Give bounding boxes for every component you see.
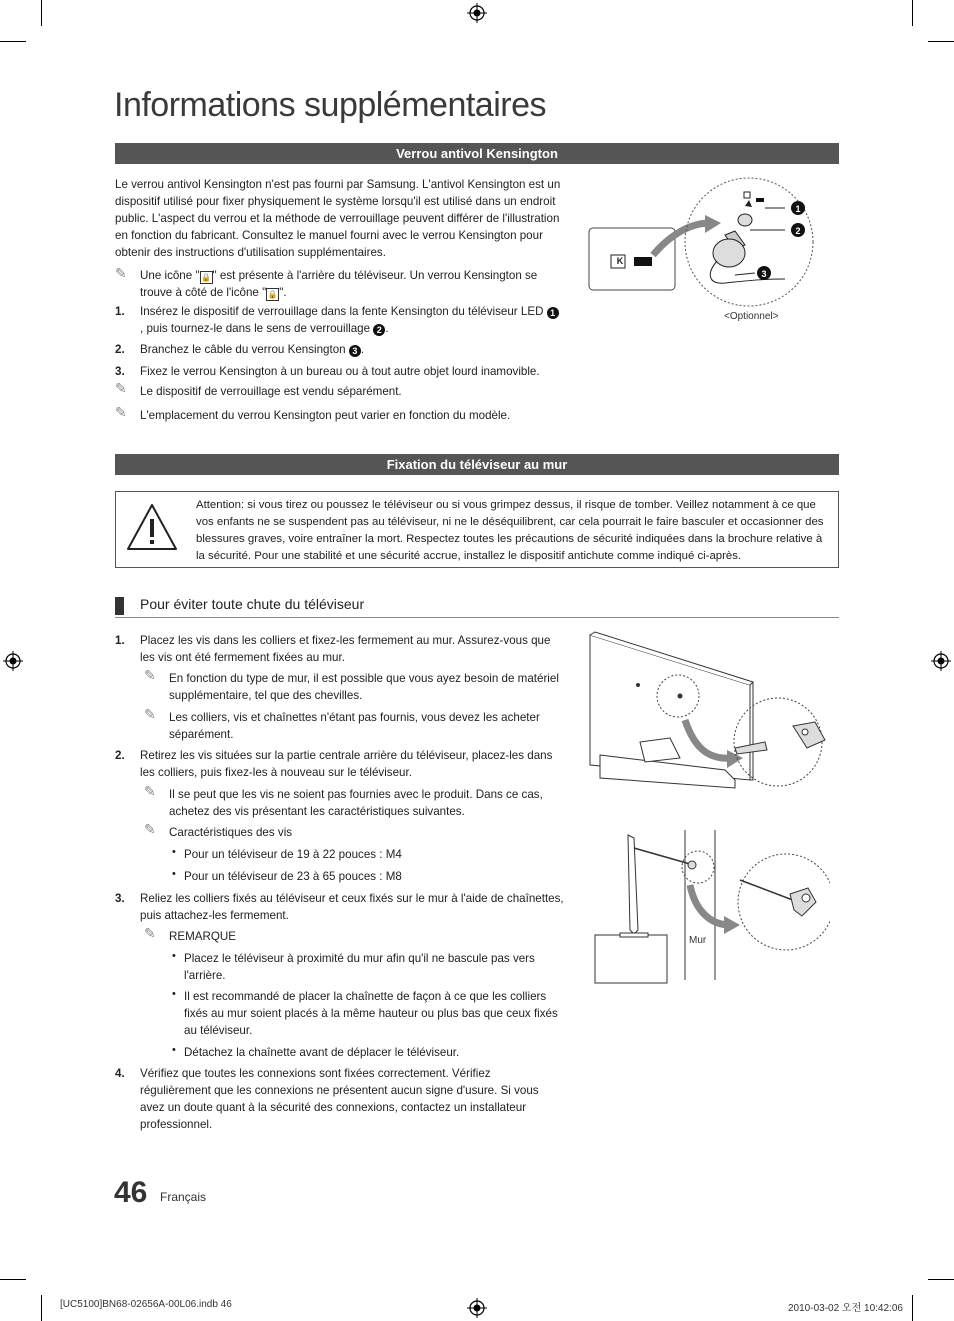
remarque-bullet-1: Placez le téléviseur à proximité du mur afin qu'il ne bascule pas vers l'arrière. <box>184 952 535 982</box>
pencil-note-icon: ✎ <box>144 706 156 722</box>
kensington-step-1: Insérez le dispositif de verrouillage dans la fente Kensington du téléviseur LED 1, puis tournez-le dans le sens de verrouillage 2 . <box>140 303 560 337</box>
step-number: 4. <box>115 1067 125 1080</box>
step-number: 3. <box>115 365 125 378</box>
kensington-icon-note: Une icône " 🔒 " est présente à l'arrière du téléviseur. Un verrou Kensington se trouve à côté de l'icône " 🔒 ". <box>140 269 538 299</box>
crop-mark <box>41 1295 42 1321</box>
section-heading-kensington: Verrou antivol Kensington <box>115 143 839 164</box>
kensington-intro: Le verrou antivol Kensington n'est pas fourni par Samsung. L'antivol Kensington est un dispositif utilisé pour fixer physiquement le système lorsqu'il est utilisé dans un endroit public. L'aspect du verrou et la méthode de verrouillage peuvent différer de l'illustration en fonction du fabricant. Consultez le manuel fourni avec le verrou Kensington pour obtenir des instructions d'utilisation supplémentaires. <box>115 178 561 259</box>
registration-mark-icon <box>931 651 951 671</box>
pencil-note-icon: ✎ <box>115 404 127 420</box>
pencil-note-icon: ✎ <box>144 667 156 683</box>
crop-mark <box>928 1279 954 1280</box>
registration-mark-icon <box>467 1298 487 1318</box>
wall-step-4: Vérifiez que toutes les connexions sont fixées correctement. Vérifiez régulièrement que les connexions ne présentent aucun signe d'usure. Si vous avez un doute quant à la sécurité des connexions, contactez un installateur professionnel. <box>140 1067 539 1131</box>
bullet-icon: • <box>172 868 176 880</box>
bullet-icon: • <box>172 950 176 962</box>
diagram-caption: <Optionnel> <box>724 311 779 322</box>
page-number: 46 <box>114 1176 148 1209</box>
wall-step-1-note-2: Les colliers, vis et chaînettes n'étant pas fournis, vous devez les acheter séparément. <box>169 711 540 741</box>
pencil-note-icon: ✎ <box>144 783 156 799</box>
crop-mark <box>0 1279 26 1280</box>
subheading-marker <box>115 597 124 615</box>
step-number: 1. <box>115 634 125 647</box>
kensington-step-2: Branchez le câble du verrou Kensington 3 . <box>140 343 365 356</box>
warning-triangle-icon <box>125 502 179 552</box>
warning-text: Attention: si vous tirez ou poussez le téléviseur ou si vous grimpez dessus, il risque de tomber. Veillez notamment à ce que vos enfants ne se suspendent pas au téléviseur, ni ne le déséquilibrent, car cela pourrait le faire basculer et occasionner des blessures graves, voire entraîner la mort. Respectez toutes les précautions de sécurité indiquées dans la brochure relative à la sécurité. Pour une stabilité et une sécurité accrue, installez le dispositif antichute comme indiqué ci-après. <box>196 499 824 562</box>
kensington-k-label: K <box>616 256 624 266</box>
bullet-icon: • <box>172 1044 176 1056</box>
wall-step-3: Reliez les colliers fixés au téléviseur et ceux fixés sur le mur à l'aide de chaînettes, puis attachez-les fermement. <box>140 892 564 922</box>
bullet-icon: • <box>172 988 176 1000</box>
page-title: Informations supplémentaires <box>114 86 547 124</box>
circle-number: 1 <box>795 204 801 214</box>
kensington-step-3: Fixez le verrou Kensington à un bureau ou à tout autre objet lourd inamovible. <box>140 365 540 378</box>
step-number: 3. <box>115 892 125 905</box>
remarque-label: REMARQUE <box>169 930 236 943</box>
subheading-anti-tip: Pour éviter toute chute du téléviseur <box>140 596 365 612</box>
wall-step-1: Placez les vis dans les colliers et fixez-les fermement au mur. Assurez-vous que les vis ont été fermement fixées au mur. <box>140 634 551 664</box>
screw-spec-m8: Pour un téléviseur de 23 à 65 pouces : M8 <box>184 870 402 883</box>
circle-number: 2 <box>795 226 801 236</box>
language-label: Français <box>160 1190 207 1204</box>
print-timestamp: 2010-03-02 오전 10:42:06 <box>788 1303 903 1314</box>
crop-mark <box>0 41 26 42</box>
step-number: 2. <box>115 749 125 762</box>
crop-mark <box>928 41 954 42</box>
wall-step-2-note-1: Il se peut que les vis ne soient pas fournies avec le produit. Dans ce cas, achetez des vis présentant les caractéristiques suivantes. <box>169 788 543 818</box>
registration-mark-icon <box>3 651 23 671</box>
crop-mark <box>912 1295 913 1321</box>
remarque-bullet-3: Détachez la chaînette avant de déplacer le téléviseur. <box>184 1046 460 1059</box>
kensington-icon: 🔒 <box>267 290 278 299</box>
crop-mark <box>912 0 913 26</box>
wall-step-2-note-2: Caractéristiques des vis <box>169 826 293 839</box>
pencil-note-icon: ✎ <box>144 821 156 837</box>
file-info: [UC5100]BN68-02656A-00L06.indb 46 <box>60 1299 232 1310</box>
kensington-note-location: L'emplacement du verrou Kensington peut varier en fonction du modèle. <box>140 409 511 422</box>
divider <box>115 617 839 618</box>
section-heading-wall-mount: Fixation du téléviseur au mur <box>115 454 839 475</box>
wall-step-2: Retirez les vis situées sur la partie centrale arrière du téléviseur, placez-les dans les colliers, puis fixez-les à nouveau sur le téléviseur. <box>140 749 553 779</box>
wall-label: Mur <box>689 935 707 946</box>
circle-number: 3 <box>761 269 767 279</box>
circle-number: 3 <box>349 345 361 357</box>
remarque-bullet-2: Il est recommandé de placer la chaînette de façon à ce que les colliers fixés au mur soient placés à la même hauteur ou plus bas que ceux fixés au téléviseur. <box>184 990 558 1037</box>
bullet-icon: • <box>172 846 176 858</box>
kensington-icon: 🔒 <box>201 273 212 282</box>
registration-mark-icon <box>467 3 487 23</box>
tv-back-bracket-diagram <box>585 630 835 805</box>
pencil-note-icon: ✎ <box>115 265 127 281</box>
crop-mark <box>41 0 42 26</box>
circle-number: 1 <box>547 307 559 319</box>
pencil-note-icon: ✎ <box>144 925 156 941</box>
pencil-note-icon: ✎ <box>115 380 127 396</box>
step-number: 2. <box>115 343 125 356</box>
step-number: 1. <box>115 305 125 318</box>
kensington-note-sold-separately: Le dispositif de verrouillage est vendu séparément. <box>140 385 402 398</box>
circle-number: 2 <box>373 324 385 336</box>
wall-chain-diagram <box>590 830 830 985</box>
wall-step-1-note-1: En fonction du type de mur, il est possible que vous ayez besoin de matériel supplémentaire, tel que des chevilles. <box>169 672 559 702</box>
screw-spec-m4: Pour un téléviseur de 19 à 22 pouces : M4 <box>184 848 402 861</box>
